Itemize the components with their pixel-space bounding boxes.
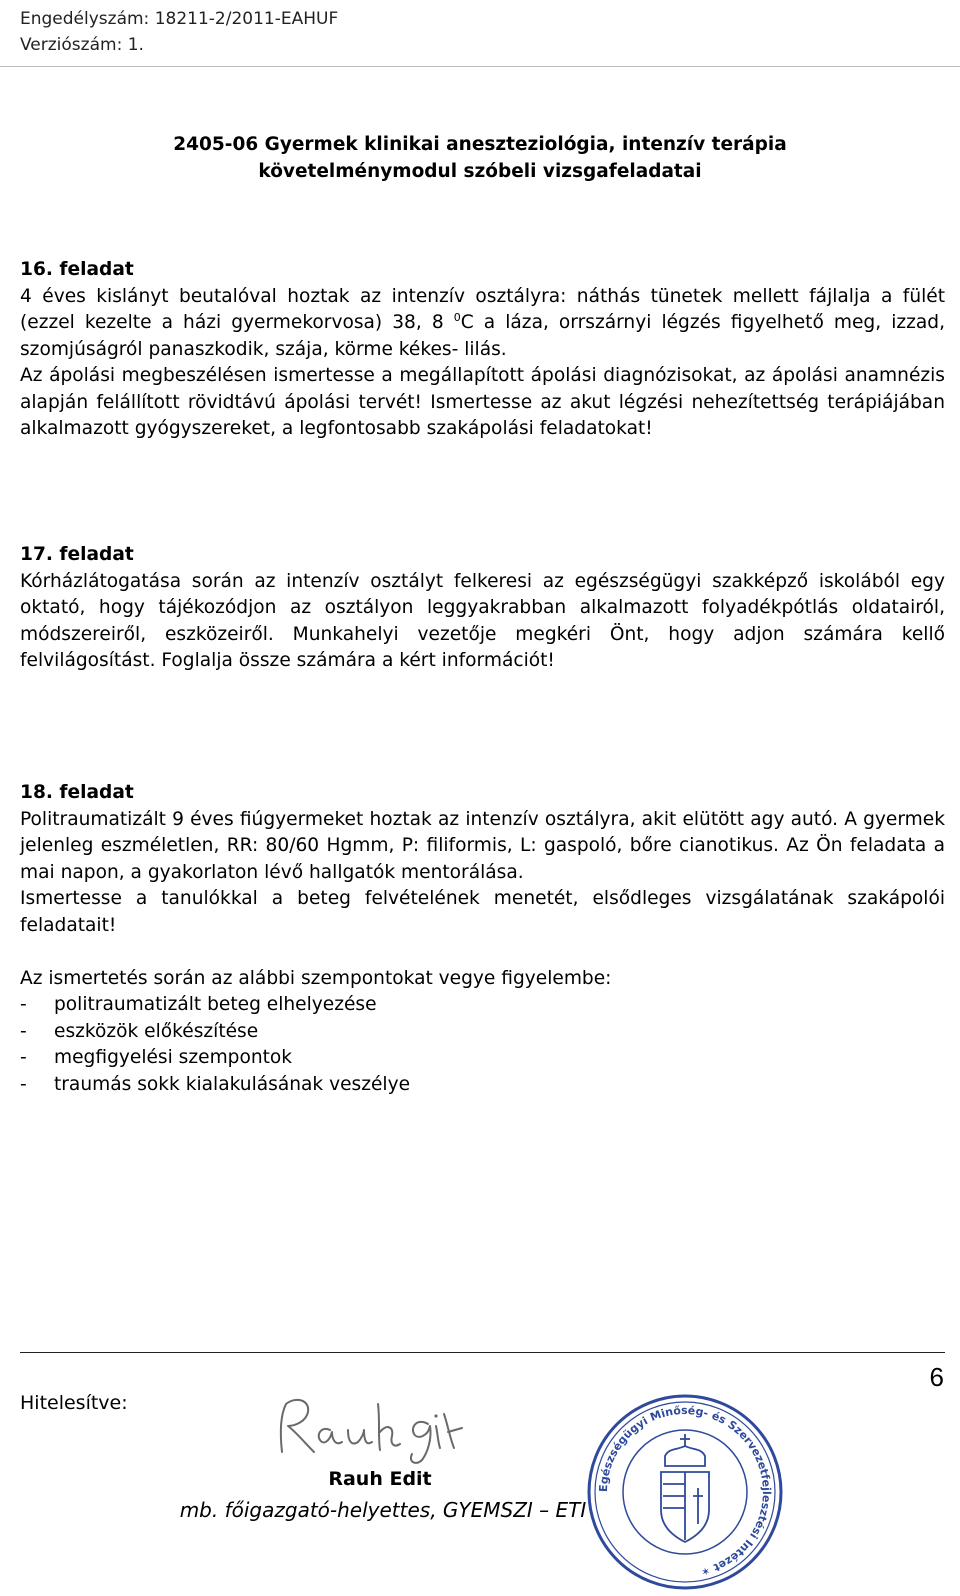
header-divider bbox=[0, 66, 960, 67]
task-heading: 18. feladat bbox=[20, 782, 134, 803]
list-item: - traumás sokk kialakulásának veszélye bbox=[20, 1072, 945, 1099]
criteria-list bbox=[20, 992, 945, 1098]
list-item: - eszközök előkészítése bbox=[20, 1019, 945, 1046]
document-title bbox=[0, 131, 960, 185]
signer-title: mb. főigazgató-helyettes, GYEMSZI – ETI bbox=[179, 1498, 587, 1522]
task-heading: 16. feladat bbox=[20, 259, 134, 280]
task-18 bbox=[20, 780, 945, 1098]
task-17 bbox=[20, 542, 945, 675]
title-line-2: követelménymodul szóbeli vizsgafeladatai bbox=[258, 161, 702, 182]
superscript: 0 bbox=[453, 311, 461, 324]
task-paragraph: Az ápolási megbeszélésen ismertesse a megállapított ápolási diagnózisokat, az ápolási anamnézis alapján felállított rövidtávú ápolási tervét! Ismertesse az akut légzési nehezítettség terápiájában alkalmazott gyógyszereket, a legfontosabb szakápolási feladatokat! bbox=[20, 365, 945, 439]
task-paragraph: Az ismertetés során az alábbi szempontokat vegye figyelembe: bbox=[20, 967, 612, 989]
handwritten-signature bbox=[268, 1390, 468, 1474]
svg-text:Egészségügyi Minőség- és Szerv: Egészségügyi Minőség- és Szervezetfejlesztési Intézet ✶ bbox=[596, 1403, 774, 1579]
signer-name: Rauh Edit bbox=[328, 1468, 432, 1490]
official-seal bbox=[585, 1392, 785, 1596]
version-number: Verziószám: 1. bbox=[20, 35, 144, 55]
title-line-1: 2405-06 Gyermek klinikai aneszteziológia, intenzív terápia bbox=[173, 134, 787, 155]
authenticated-label: Hitelesítve: bbox=[20, 1392, 128, 1414]
license-number: Engedélyszám: 18211-2/2011-EAHUF bbox=[20, 9, 339, 29]
footer-divider bbox=[20, 1352, 945, 1353]
list-item: - politraumatizált beteg elhelyezése bbox=[20, 992, 945, 1019]
task-paragraph: 4 éves kislányt beutalóval hoztak az intenzív osztályra: náthás tünetek mellett fájlalja a fülét (ezzel kezelte a házi gyermekorvosa) 38, 8 $^0$C a láza, orrszárnyi légzés figyelhető meg, izzad, szomjúságról panaszkodik, szája, körme kékes- lilás. bbox=[20, 285, 945, 360]
task-paragraph: Ismertesse a tanulókkal a beteg felvételének menetét, elsődleges vizsgálatának szakápolói feladatait! bbox=[20, 888, 945, 936]
task-heading: 17. feladat bbox=[20, 544, 134, 565]
task-paragraph: Kórházlátogatása során az intenzív osztályt felkeresi az egészségügyi szakképző iskolából egy oktató, hogy tájékozódjon az osztályon leggyakrabban alkalmazott folyadékpótlás oldatairól, módszereiről, eszközeiről. Munkahelyi vezetője megkéri Önt, hogy adjon számára kellő felvilágosítást. Foglalja össze számára a kért információt! bbox=[20, 570, 945, 671]
page-header bbox=[20, 6, 338, 58]
task-paragraph: Politraumatizált 9 éves fiúgyermeket hoztak az intenzív osztályra, akit elütött agy autó. A gyermek jelenleg eszméletlen, RR: 80/60 Hgmm, P: filiformis, L: gaspoló, bőre cianotikus. Az Ön feladata a mai napon, a gyakorlaton lévő hallgatók mentorálása. bbox=[20, 808, 945, 883]
page-number: 6 bbox=[929, 1362, 944, 1392]
task-16 bbox=[20, 257, 945, 443]
list-item: - megfigyelési szempontok bbox=[20, 1045, 945, 1072]
